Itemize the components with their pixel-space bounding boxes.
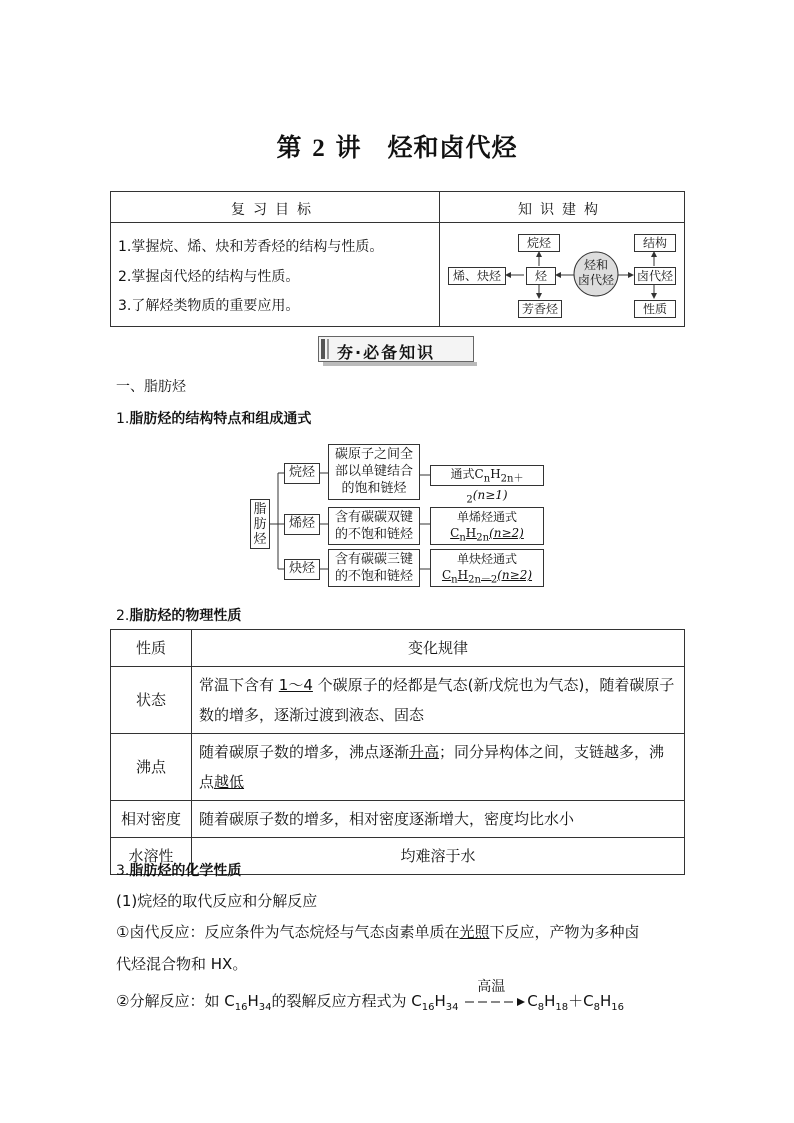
table-row — [111, 667, 685, 734]
branch-alkane: 烷烃 — [284, 463, 320, 484]
row-label: 水溶性 — [111, 838, 192, 875]
physical-properties-table — [110, 629, 685, 875]
row-content: 均难溶于水 — [192, 838, 685, 875]
goal-item: 2.掌握卤代烃的结构与性质。 — [118, 269, 300, 285]
row-content: 随着碳原子数的增多，沸点逐渐升高；同分异构体之间，支链越多，沸点越低 — [192, 734, 685, 801]
page-title: 第 2 讲 烃和卤代烃 — [276, 133, 518, 162]
km-alkane: 烷烃 — [518, 234, 560, 252]
row-content: 常温下含有 1～4 个碳原子的烃都是气态(新戊烷也为气态)，随着碳原子数的增多，逐渐过渡到液态、固态 — [192, 667, 685, 734]
branch-alkyne: 炔烃 — [284, 559, 320, 580]
paragraph: ①卤代反应：反应条件为气态烷烃与气态卤素单质在光照下反应，产物为多种卤 — [116, 923, 640, 941]
alkane-desc: 碳原子之间全 部以单键结合 的饱和链烃 — [328, 444, 420, 500]
subsection-2: 2.脂肪烃的物理性质 — [116, 608, 242, 624]
km-center: 烃和 卤代烃 — [577, 258, 614, 287]
branch-alkene: 烯烃 — [284, 514, 320, 535]
subsection-1: 1.脂肪烃的结构特点和组成通式 — [116, 411, 312, 427]
km-hydrocarbon: 烃 — [526, 267, 556, 285]
km-halide: 卤代烃 — [634, 267, 676, 285]
alkane-formula: 通式$C_nH_{2n+2}(n\ge 1)$ — [430, 465, 544, 486]
reaction-arrow — [465, 978, 525, 1010]
goal-item: 1.掌握烷、烯、炔和芳香烃的结构与性质。 — [118, 239, 384, 255]
alkene-desc: 含有碳碳双键 的不饱和链烃 — [328, 507, 420, 545]
table-row — [111, 801, 685, 838]
row-label: 相对密度 — [111, 801, 192, 838]
table-row — [111, 734, 685, 801]
section-banner: 夯·必备知识 — [318, 336, 474, 362]
alkyne-formula: 单炔烃通式 $C_nH_{2n-2}(n\ge 2)$ — [430, 549, 544, 587]
paragraph: 代烃混合物和 HX。 — [116, 955, 248, 973]
alkene-formula: 单烯烃通式 $C_nH_{2n}(n\ge 2)$ — [430, 507, 544, 545]
table-row — [111, 630, 685, 667]
goals-header: 复习目标 — [231, 202, 319, 218]
km-structure: 结构 — [634, 234, 676, 252]
km-alkene-alkyne: 烯、炔烃 — [448, 267, 506, 285]
section-heading: 一、脂肪烃 — [116, 379, 186, 395]
row-content: 随着碳原子数的增多，相对密度逐渐增大，密度均比水小 — [192, 801, 685, 838]
km-aromatic: 芳香烃 — [518, 300, 562, 318]
alkyne-desc: 含有碳碳三键 的不饱和链烃 — [328, 549, 420, 587]
knowledge-header: 知识建构 — [518, 202, 606, 218]
subsection-3: 3.脂肪烃的化学性质 — [116, 863, 242, 879]
paragraph: (1)烷烃的取代反应和分解反应 — [116, 892, 318, 910]
row-label: 状态 — [111, 667, 192, 734]
reaction-condition: 高温 — [477, 978, 506, 995]
knowledge-map — [448, 228, 688, 324]
header-cell: 变化规律 — [192, 630, 685, 667]
km-property: 性质 — [634, 300, 676, 318]
aliphatic-tree — [248, 441, 548, 591]
tree-root: 脂 肪 烃 — [250, 499, 270, 549]
row-label: 沸点 — [111, 734, 192, 801]
goal-item: 3.了解烃类物质的重要应用。 — [118, 298, 300, 314]
header-cell: 性质 — [111, 630, 192, 667]
equation-line: ②分解反应：如 $C_{16}H_{34}$的裂解反应方程式为 $C_{16}H_{34}$ 高温 $C_8H_{18}+C_8H_{16}$ — [116, 990, 624, 1013]
